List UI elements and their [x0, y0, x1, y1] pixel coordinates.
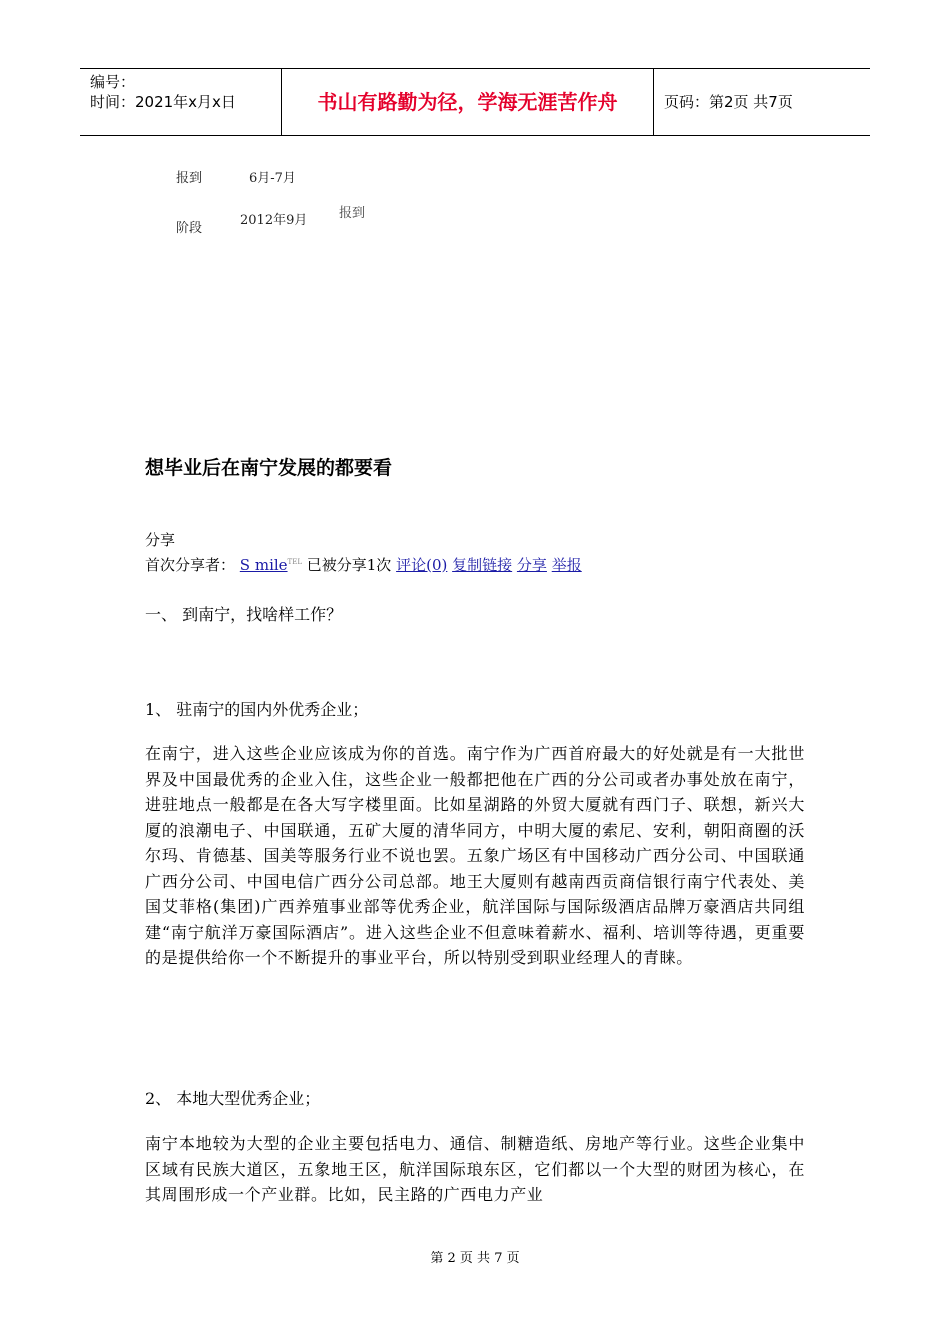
page-footer: 第 2 页 共 7 页 — [430, 1251, 520, 1266]
header-meta — [80, 69, 282, 135]
document-time-label: 时间：2021年x月x日 — [90, 93, 236, 111]
schedule-row2-note: 报到 — [339, 206, 366, 221]
copy-link-link[interactable]: 复制链接 — [452, 556, 513, 574]
section1-heading: 一、 到南宁，找啥样工作？ — [145, 605, 343, 624]
report-link[interactable]: 举报 — [551, 556, 582, 574]
header-page-label: 页码：第2页 共7页 — [664, 93, 793, 111]
share-label: 分享 — [145, 531, 176, 549]
item2-heading: 2、 本地大型优秀企业； — [145, 1089, 321, 1108]
document-number-label: 编号： — [90, 73, 136, 91]
article-title: 想毕业后在南宁发展的都要看 — [145, 457, 393, 479]
item1-body: 在南宁，进入这些企业应该成为你的首选。南宁作为广西首府最大的好处就是有一大批世界及中国最优秀的企业入住，这些企业一般都把他在广西的分公司或者办事处放在南宁，进驻地点一般都是在各大写字楼里面。比如星湖路的外贸大厦就有西门子、联想，新兴大厦的浪潮电子、中国联通，五矿大厦的清华同方，中明大厦的索尼、安利，朝阳商圈的沃尔玛、肯德基、国美等服务行业不说也罢。五象广场区有中国移动广西分公司、中国联通广西分公司、中国电信广西分公司总部。地王大厦则有越南西贡商信银行南宁代表处、美国艾菲格(集团)广西养殖事业部等优秀企业，航洋国际与国际级酒店品牌万豪酒店共同组建“南宁航洋万豪国际酒店”。进入这些企业不但意味着薪水、福利、培训等待遇，更重要的是提供给你一个不断提升的事业平台，所以特别受到职业经理人的青睐。 — [145, 744, 805, 967]
header-motto: 书山有路勤为径，学海无涯苦作舟 — [282, 69, 654, 135]
schedule-row2-label: 阶段 — [176, 221, 203, 236]
page-header — [80, 68, 870, 136]
schedule-row1-label: 报到 — [176, 171, 203, 186]
share-prefix: 首次分享者： — [145, 556, 236, 574]
schedule-row1-date: 6月-7月 — [249, 171, 296, 186]
sharer-tag: TEL — [287, 558, 302, 566]
comment-link[interactable]: 评论(0) — [396, 556, 448, 574]
schedule-row2-date: 2012年9月 — [240, 213, 308, 228]
item1-heading: 1、 驻南宁的国内外优秀企业； — [145, 700, 369, 719]
sharer-link[interactable]: S mile — [239, 556, 288, 574]
share-info-line — [145, 554, 582, 575]
share-count: 已被分享1次 — [306, 556, 392, 574]
share-link[interactable]: 分享 — [516, 556, 547, 574]
item2-body: 南宁本地较为大型的企业主要包括电力、通信、制糖造纸、房地产等行业。这些企业集中区域有民族大道区，五象地王区，航洋国际琅东区，它们都以一个大型的财团为核心，在其周围形成一个产业群。比如，民主路的广西电力产业 — [145, 1134, 805, 1204]
